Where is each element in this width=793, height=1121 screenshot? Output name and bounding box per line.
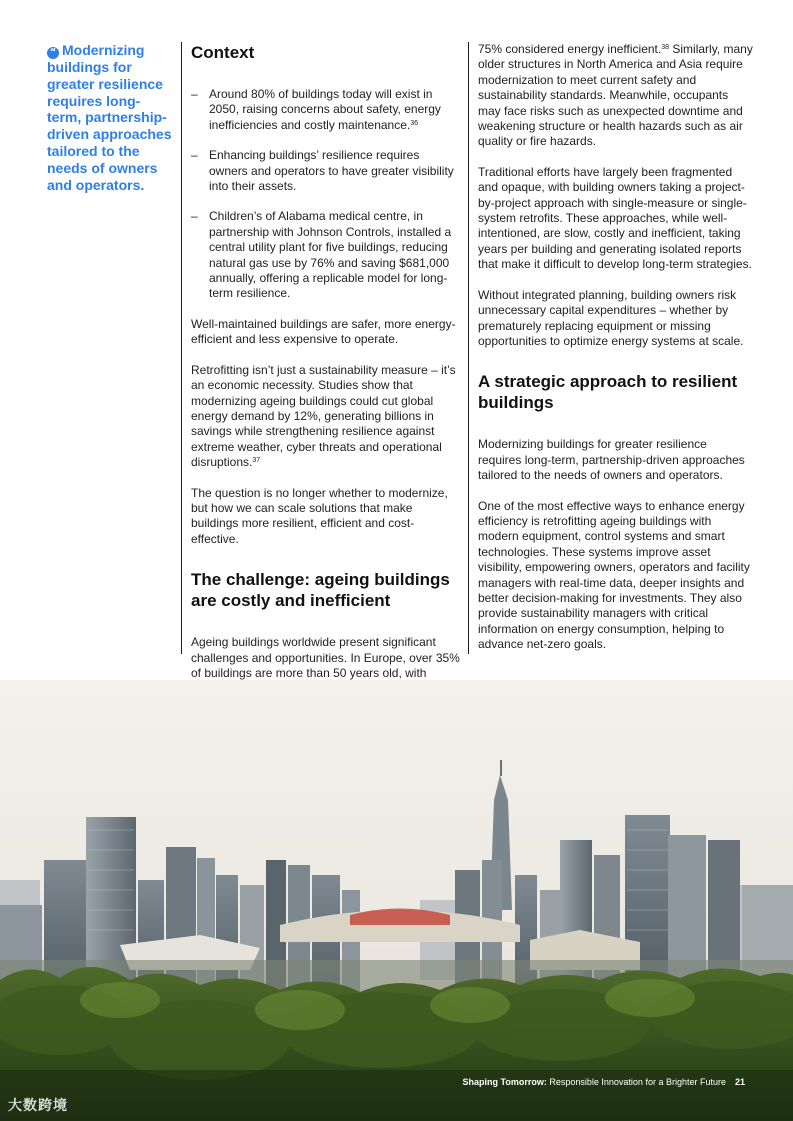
paragraph: 75% considered energy inefficient.$^{38}$ Similarly, many older structures in North America and Asia require modernization to meet current safety and sustainability standards. Meanwhile, occupants may face risks such as unexpected downtime and weakening structure or health hazards such as air quality or fire hazards. — [478, 42, 753, 149]
paragraph: Traditional efforts have largely been fragmented and opaque, with building owners taking a project-by-project approach with single-measure or single-system retrofits. These approaches, while well-intentioned, are slow, costly and inefficient, taking years per building and generating isolated reports that make it difficult to develop long-term strategies. — [478, 164, 752, 272]
list-item: – Around 80% of buildings today will exist in 2050, raising concerns about safety, energy inefficiencies and costly maintenance.$^{36}$ — [191, 87, 461, 133]
pull-quote-text: Modernizing buildings for greater resilience requires long-term, partnership-driven approaches tailored to the needs of owners and operators. — [47, 42, 172, 193]
paragraph: Modernizing buildings for greater resilience requires long-term, partnership-driven approaches tailored to the needs of owners and operators. — [478, 437, 745, 483]
page-number: 21 — [734, 1077, 745, 1087]
watermark-logo: 大数跨境 — [8, 1097, 68, 1113]
paragraph: Well-maintained buildings are safer, more energy-efficient and less expensive to operate. — [191, 316, 456, 347]
quote-icon: “ — [47, 47, 59, 59]
page-footer — [0, 1077, 745, 1087]
paragraph: Ageing buildings worldwide present significant challenges and opportunities. In Europe, over 35% of buildings are more than 50 years old, with — [191, 635, 460, 680]
section-heading-strategic: A strategic approach to resilient buildings — [478, 372, 738, 413]
section-heading-context: Context — [191, 43, 255, 62]
list-item: – Enhancing buildings’ resilience requires owners and operators to have greater visibility into their assets. — [191, 148, 461, 194]
paragraph: Without integrated planning, building owners risk unnecessary capital expenditures – whether by prematurely replacing equipment or missing opportunities to optimize energy systems at scale. — [478, 287, 744, 348]
column-rule-right — [468, 42, 469, 654]
footer-title-bold: Shaping Tomorrow: — [462, 1077, 547, 1087]
section-heading-challenge: The challenge: ageing buildings are costly and inefficient — [191, 570, 450, 611]
footer-title: Responsible Innovation for a Brighter Future — [546, 1077, 726, 1087]
column-2 — [478, 42, 753, 668]
list-item: – Children’s of Alabama medical centre, in partnership with Johnson Controls, installed a central utility plant for five buildings, reducing natural gas use by 76% and saving $681,000 annually, offering a replicable model for long-term resilience. — [191, 209, 461, 301]
column-1 — [191, 42, 461, 712]
city-skyline-photo — [0, 680, 793, 1121]
pull-quote — [47, 42, 173, 193]
paragraph: The question is no longer whether to modernize, but how we can scale solutions that make buildings more resilient, efficient and cost-effective. — [191, 485, 448, 546]
paragraph: One of the most effective ways to enhance energy efficiency is retrofitting ageing buildings with modern equipment, control systems and smart technologies. These systems improve asset visibility, empowering owners, operators and facility managers with real-time data, deeper insights and better decision-making for investments. They also provide sustainability managers with critical information on energy consumption, helping to advance net-zero goals. — [478, 498, 750, 652]
context-bullet-list — [191, 87, 461, 302]
column-rule-left — [181, 42, 182, 654]
paragraph: Retrofitting isn’t just a sustainability measure – it’s an economic necessity. Studies show that modernizing ageing buildings could cut global energy demand by 12%, generating billions in savings while strengthening resilience against extreme weather, cyber threats and operational disruptions.$^{37}$ — [191, 362, 456, 470]
